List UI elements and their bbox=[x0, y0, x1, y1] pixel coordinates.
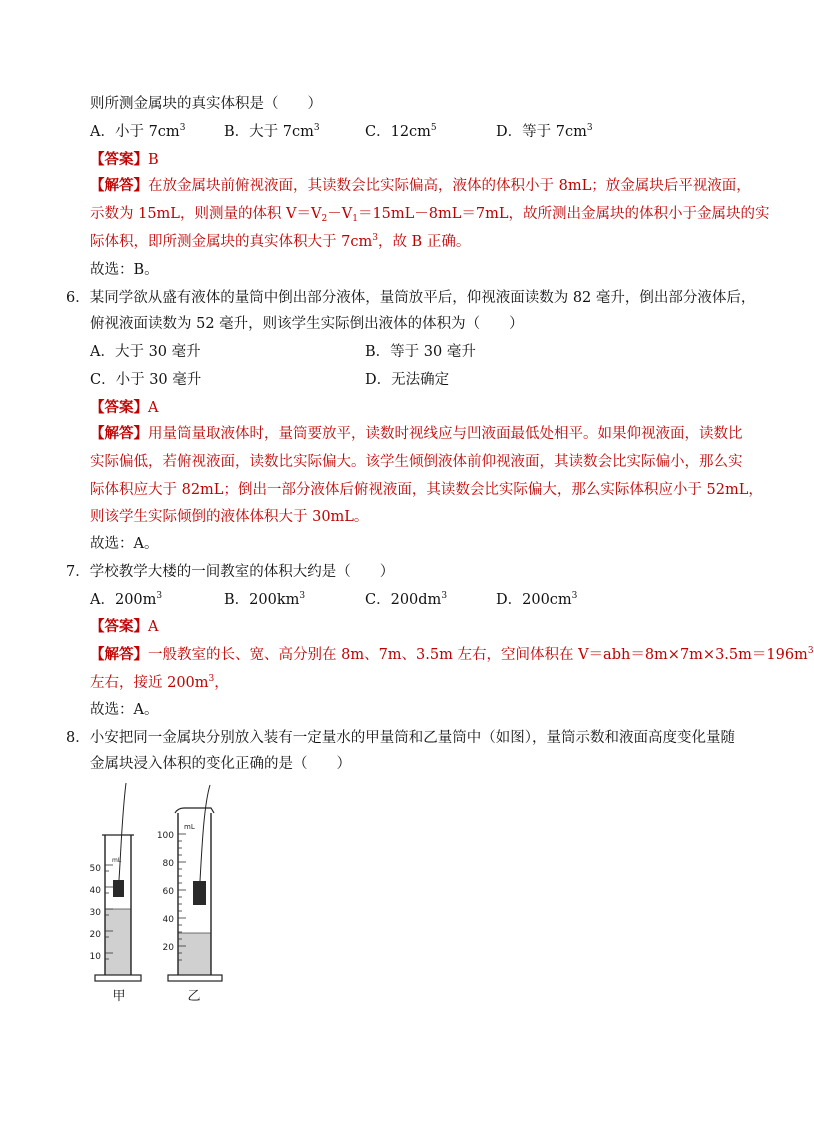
cylinder-a-tick-20: 20 bbox=[89, 930, 101, 940]
cylinder-b-label: 乙 bbox=[187, 989, 201, 1004]
q5-option-c: C．$12cm^5$ bbox=[365, 123, 437, 140]
cylinder-a-tick-40: 40 bbox=[89, 886, 101, 896]
q6-analysis-line-1: 【解答】用量筒量取液体时，量筒要放平，读数时视线应与凹液面最低处相平。如果仰视液面，读数比 bbox=[90, 425, 743, 442]
cylinder-b-tick-40: 40 bbox=[162, 915, 174, 925]
q5-option-b: B．大于 $7cm^3$ bbox=[224, 123, 320, 140]
cylinder-b-tick-100: 100 bbox=[156, 831, 174, 841]
cylinder-a-unit: mL bbox=[112, 857, 122, 864]
cylinder-b-tick-60: 60 bbox=[162, 887, 174, 897]
q7-option-b: B．$200km^3$ bbox=[224, 591, 306, 608]
q6-stem-line-1: 6．某同学欲从盛有液体的量筒中倒出部分液体，量筒放平后，仰视液面读数为 82 毫升，倒出部分液体后， bbox=[66, 290, 756, 306]
q8-stem-line-1: 8．小安把同一金属块分别放入装有一定量水的甲量筒和乙量筒中（如图），量筒示数和液面高度变化量随 bbox=[66, 730, 735, 746]
q7-choice: 故选：A。 bbox=[90, 702, 159, 718]
q5-option-a: A．小于 $7cm^3$ bbox=[90, 123, 186, 140]
cylinder-a-metal-block bbox=[113, 880, 124, 897]
q6-analysis-line-3: 际体积应大于 82mL；倒出一部分液体后俯视液面，其读数会比实际偏大，那么实际体积应小于 52mL， bbox=[90, 482, 763, 498]
cylinders-figure bbox=[80, 775, 250, 1010]
q8-stem-line-2: 金属块浸入体积的变化正确的是（ ） bbox=[90, 756, 351, 772]
cylinder-b-tick-80: 80 bbox=[162, 859, 174, 869]
cylinder-a-tick-10: 10 bbox=[89, 952, 101, 962]
q6-analysis-line-4: 则该学生实际倾倒的液体体积大于 30mL。 bbox=[90, 509, 369, 525]
analysis-label: 【解答】 bbox=[90, 646, 148, 663]
q6-answer bbox=[90, 398, 158, 418]
cylinder-a-tick-50: 50 bbox=[89, 864, 101, 874]
cylinder-b-unit: mL bbox=[184, 823, 195, 831]
cylinder-a-string bbox=[119, 783, 126, 880]
q5-choice: 故选：B。 bbox=[90, 262, 159, 278]
answer-value: A bbox=[148, 619, 159, 635]
q5-analysis-line-3: 际体积，即所测金属块的真实体积大于 $7cm^3$，故 B 正确。 bbox=[90, 233, 471, 250]
cylinder-b-base bbox=[168, 975, 222, 981]
q7-option-a: A．$200m^3$ bbox=[90, 591, 163, 608]
cylinder-a-base bbox=[95, 975, 141, 981]
q5-answer bbox=[90, 150, 159, 170]
q5-analysis-line-2: 示数为 15mL，则测量的体积 $V=V_2-V_1=15mL-8mL=7mL$，故所测出金属块的体积小于金属块的实 bbox=[90, 206, 770, 224]
q6-analysis-line-2: 实际偏低，若俯视液面，读数比实际偏大。该学生倾倒液体前仰视液面，其读数会比实际偏小，那么实 bbox=[90, 454, 743, 470]
analysis-label: 【解答】 bbox=[90, 177, 148, 194]
cylinder-a bbox=[90, 783, 141, 1004]
q6-choice: 故选：A。 bbox=[90, 536, 159, 552]
q6-option-c: C．小于 30 毫升 bbox=[90, 372, 202, 388]
answer-value: B bbox=[148, 152, 159, 168]
q5-analysis-line-1: 【解答】在放金属块前俯视液面，其读数会比实际偏高，液体的体积小于 8mL；放金属块后平视液面， bbox=[90, 177, 751, 194]
q7-analysis-line-1: 【解答】一般教室的长、宽、高分别在 8m、7m、3.5m 左右，空间体积在 $V=abh=8m\times 7m\times 3.5m=196m^3$ bbox=[90, 646, 814, 663]
answer-value: A bbox=[148, 400, 159, 416]
q7-option-c: C．$200dm^3$ bbox=[365, 591, 448, 608]
cylinder-b-water bbox=[178, 933, 211, 975]
cylinder-a-label: 甲 bbox=[112, 989, 126, 1004]
q7-analysis-line-2: 左右，接近 $200m^3$， bbox=[90, 674, 229, 691]
q6-stem-line-2: 俯视液面读数为 52 毫升，则该学生实际倒出液体的体积为（ ） bbox=[90, 316, 524, 332]
q6-option-a: A．大于 30 毫升 bbox=[90, 344, 201, 360]
answer-label: 【答案】 bbox=[90, 399, 148, 416]
q7-stem: 7．学校教学大楼的一间教室的体积大约是（ ） bbox=[66, 564, 395, 580]
cylinder-b-string bbox=[200, 785, 210, 881]
cylinder-b-metal-block bbox=[193, 881, 206, 905]
q6-option-b: B．等于 30 毫升 bbox=[365, 344, 476, 360]
q5-stem-tail: 则所测金属块的真实体积是（ ） bbox=[90, 96, 322, 112]
cylinder-a-water bbox=[105, 909, 131, 975]
cylinder-b bbox=[157, 785, 222, 1004]
analysis-label: 【解答】 bbox=[90, 425, 148, 442]
q5-option-d: D．等于 $7cm^3$ bbox=[496, 123, 593, 140]
cylinder-b-tick-20: 20 bbox=[162, 943, 174, 953]
answer-label: 【答案】 bbox=[90, 151, 148, 168]
answer-label: 【答案】 bbox=[90, 618, 148, 635]
q6-option-d: D．无法确定 bbox=[365, 372, 450, 388]
q7-answer bbox=[90, 617, 158, 637]
cylinder-a-tick-30: 30 bbox=[89, 908, 101, 918]
q7-option-d: D．$200cm^3$ bbox=[496, 591, 578, 608]
